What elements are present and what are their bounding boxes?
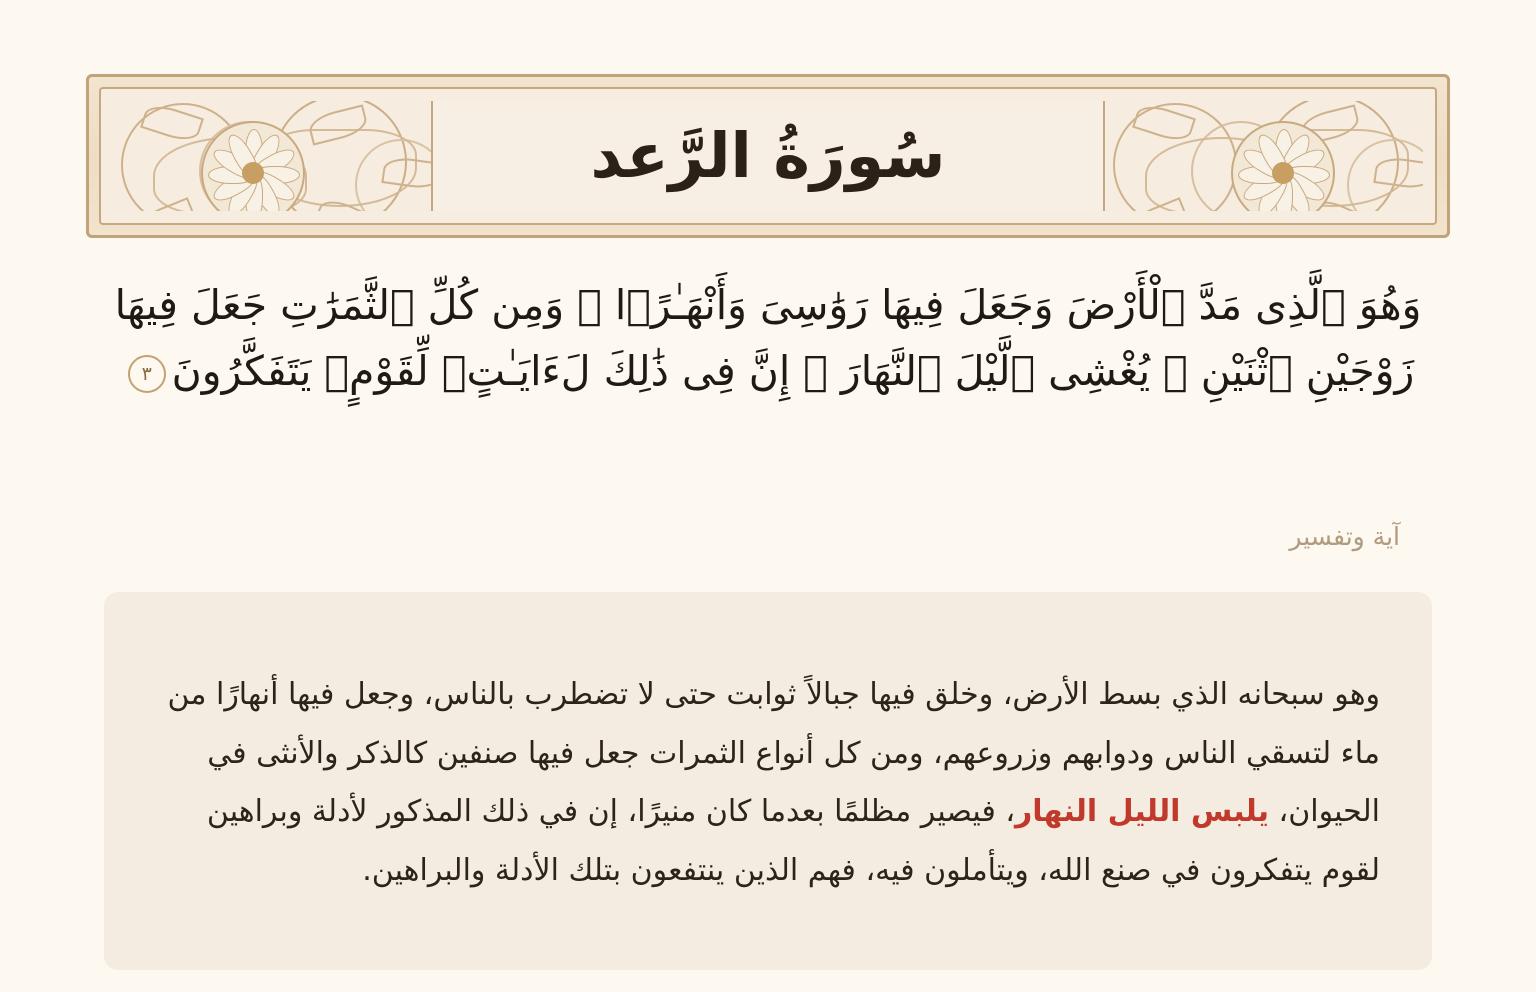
surah-banner [86,74,1450,238]
ayah-number-badge: ٣ [128,355,166,393]
tafsir-panel [104,592,1432,970]
tafsir-highlight: يلبس الليل النهار [1015,794,1270,829]
arabesque-ornament-left [113,101,431,211]
surah-title: سُورَةُ الرَّعد [590,119,946,192]
tafsir-part-one: وهو سبحانه الذي بسط الأرض، وخلق فيها جبالاً ثوابت حتى لا تضطرب بالناس، وجعل فيها أنهارًا من ماء لتسقي الناس ودوابهم وزروعهم، ومن كل أنواع الثمرات جعل فيها صنفين كالذكر والأنثى في الحيوان، [167,677,1380,829]
tafsir-text [156,666,1380,900]
surah-title-plaque [431,101,1105,211]
section-caption: آية وتفسير [1289,522,1400,551]
banner-inner-frame [99,87,1437,225]
ayah-text: وَهُوَ ٱلَّذِى مَدَّ ٱلْأَرْضَ وَجَعَلَ فِيهَا رَوَٰسِىَ وَأَنْهَـٰرًۭا ۖ وَمِن كُلِّ ٱلثَّمَرَٰتِ جَعَلَ فِيهَا زَوْجَيْنِ ٱثْنَيْنِ ۖ يُغْشِى ٱلَّيْلَ ٱلنَّهَارَ ۚ إِنَّ فِى ذَٰلِكَ لَءَايَـٰتٍۢ لِّقَوْمٍۢ يَتَفَكَّرُونَ [114,281,1422,396]
ayah-text-block [100,272,1436,405]
tafsir-part-two: ، فيصير مظلمًا بعدما كان منيرًا، إن في ذلك المذكور لأدلة وبراهين لقوم يتفكرون في صنع الله، ويتأملون فيه، فهم الذين ينتفعون بتلك الأدلة والبراهين. [206,794,1380,888]
arabesque-ornament-right [1105,101,1423,211]
